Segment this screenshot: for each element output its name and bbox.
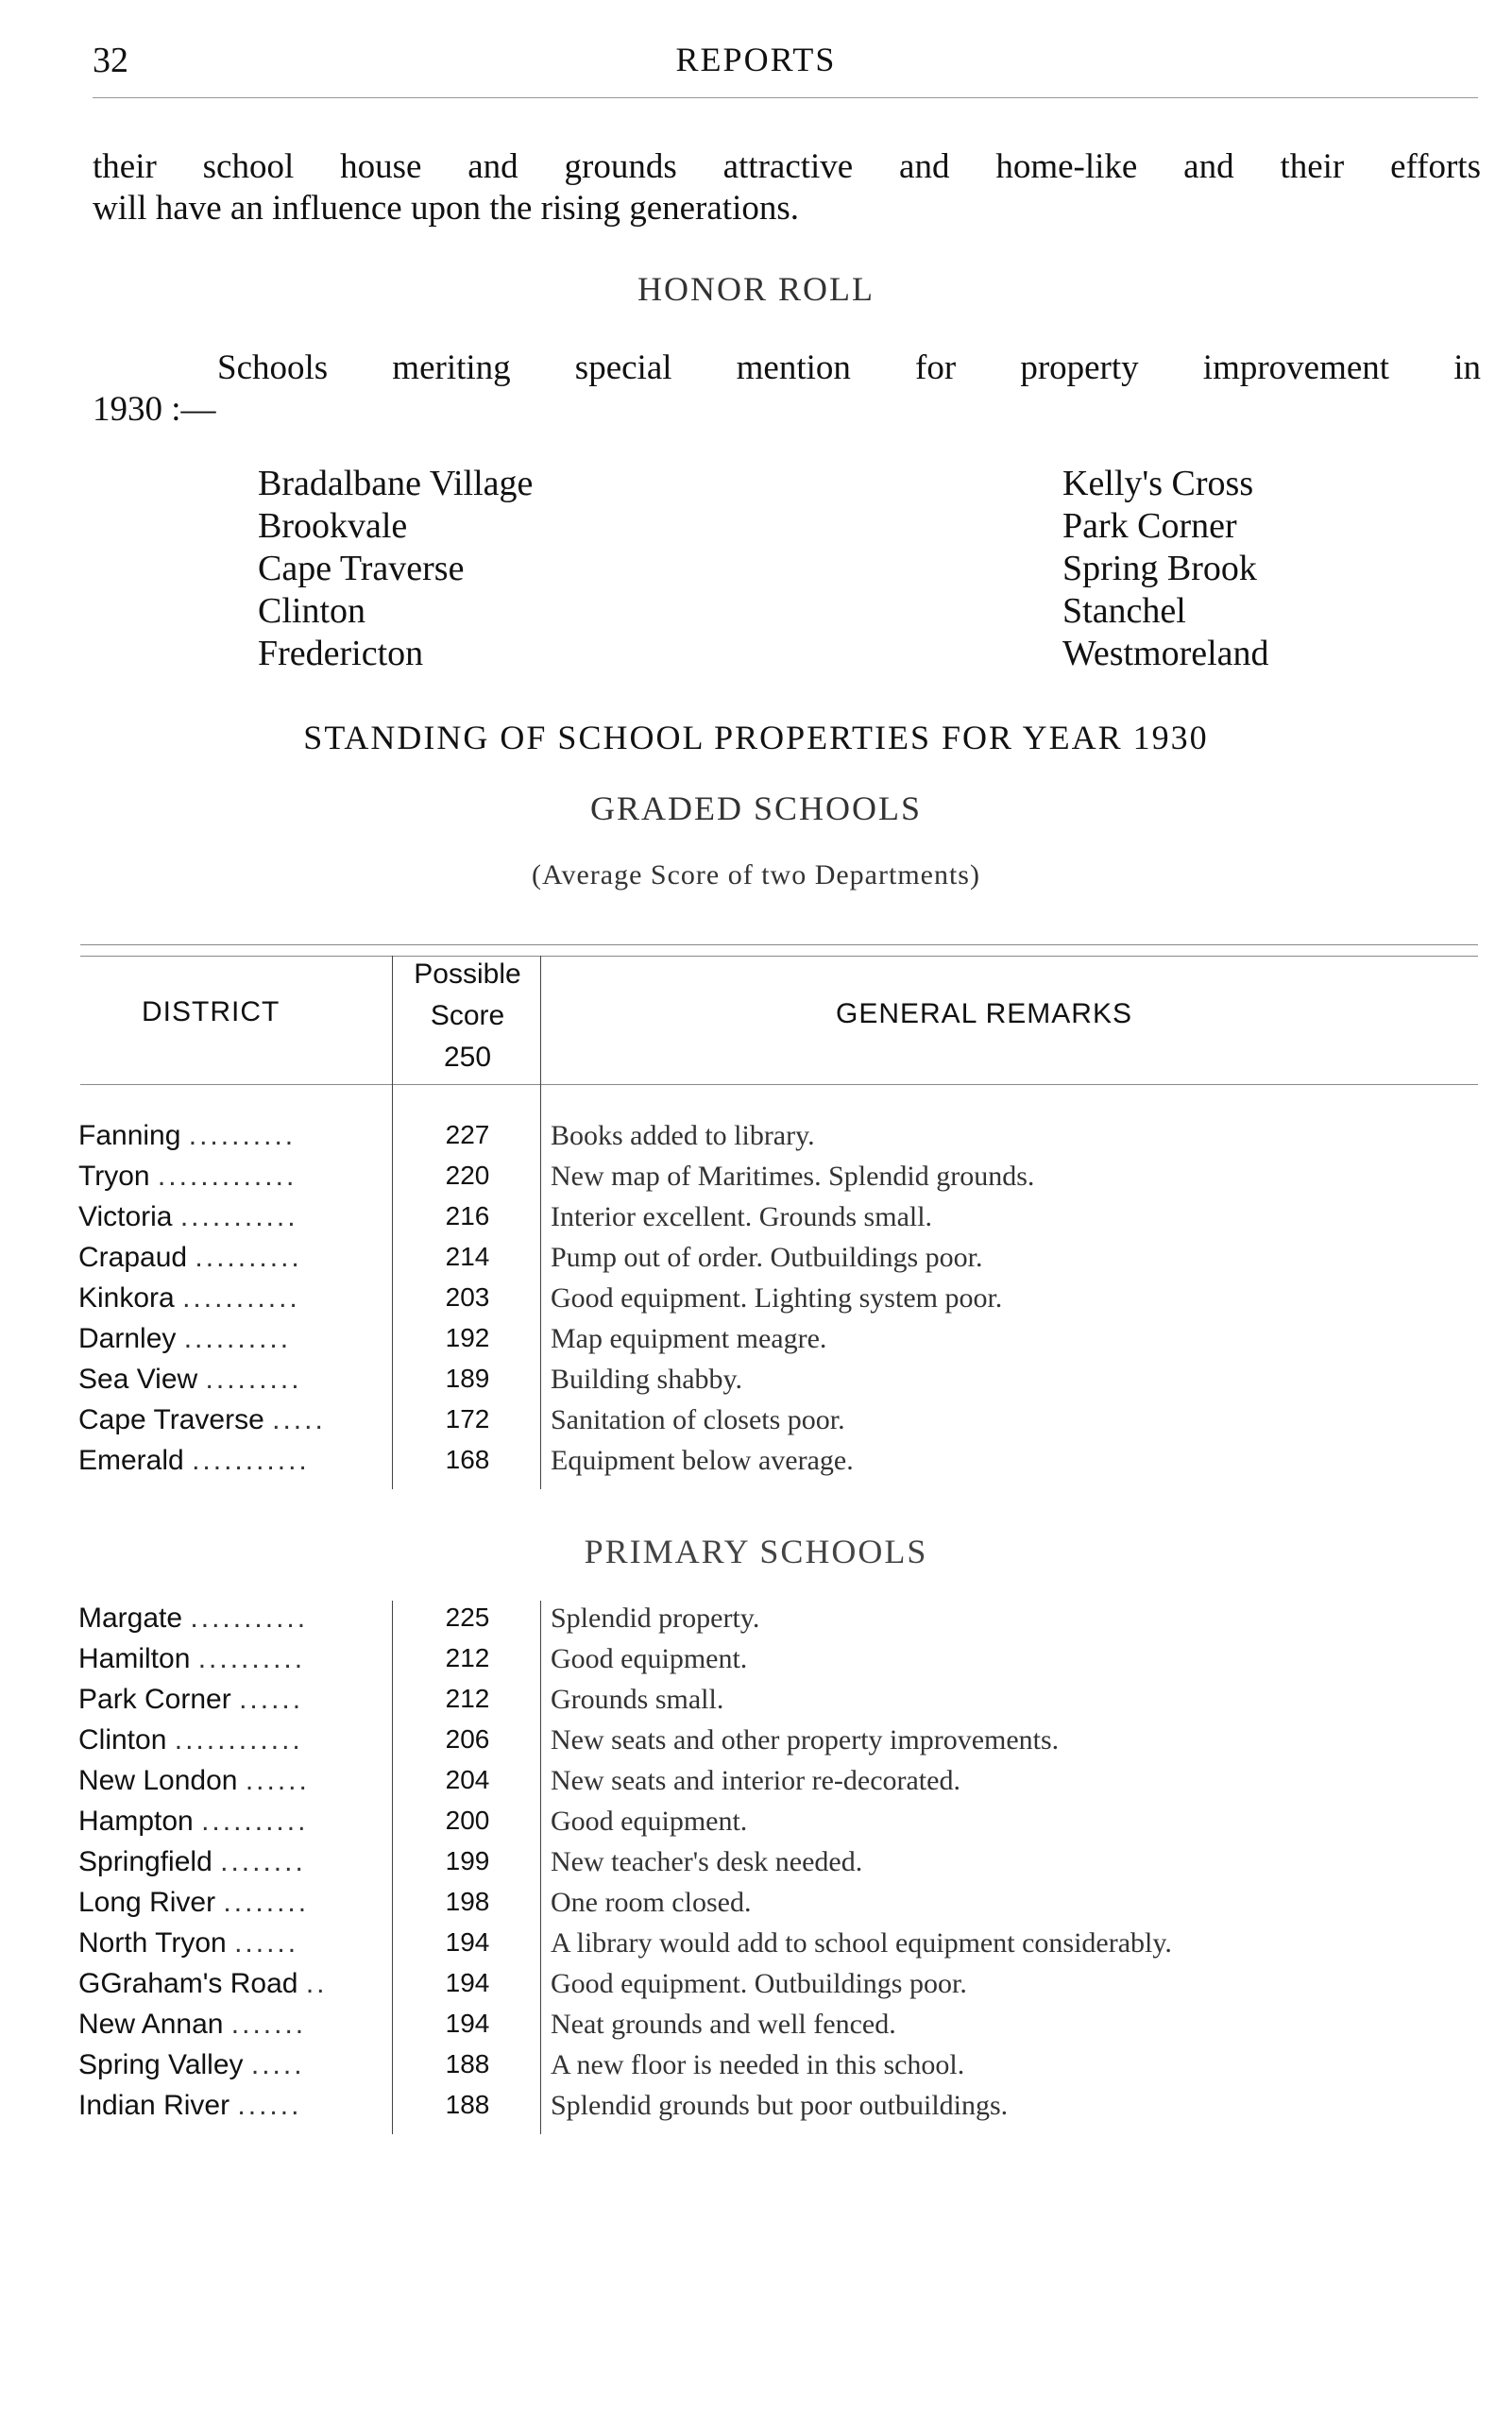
district-cell: [78, 1161, 385, 1193]
dot-leader: ...........: [190, 1603, 309, 1634]
district-cell: [78, 1968, 385, 2000]
remark-cell: New map of Maritimes. Splendid grounds.: [551, 1161, 1035, 1192]
honor-school: Park Corner: [1062, 506, 1237, 546]
score-cell: 225: [445, 1603, 490, 1632]
honor-school: Bradalbane Village: [258, 464, 534, 503]
remark-cell: Map equipment meagre.: [551, 1323, 827, 1354]
honor-school: Kelly's Cross: [1062, 464, 1254, 503]
dot-leader: ..........: [195, 1242, 302, 1273]
honor-school: Cape Traverse: [258, 549, 465, 588]
score-cell: 188: [445, 2090, 490, 2119]
table-row: [0, 1282, 1512, 1323]
score-cell: 220: [445, 1161, 490, 1190]
remark-cell: Interior excellent. Grounds small.: [551, 1201, 933, 1232]
page-number: 32: [93, 41, 128, 80]
dot-leader: ......: [245, 1765, 310, 1796]
district-cell: [78, 1404, 385, 1436]
district-cell: [78, 1765, 385, 1797]
honor-roll-right-column: [1062, 463, 1269, 675]
district-name: Springfield: [78, 1846, 212, 1877]
column-header-district: DISTRICT: [142, 996, 280, 1027]
district-name: Long River: [78, 1887, 216, 1918]
honor-roll-intro-line: 1930 :—: [93, 390, 216, 429]
table-row: [0, 1927, 1512, 1968]
district-name: GGraham's Road: [78, 1968, 298, 1999]
table-row: [0, 1603, 1512, 1643]
score-cell: 204: [445, 1765, 490, 1794]
district-cell: [78, 1364, 385, 1396]
remark-cell: Good equipment. Lighting system poor.: [551, 1282, 1003, 1314]
score-cell: 212: [445, 1643, 490, 1672]
dot-leader: ..........: [183, 1323, 292, 1354]
district-name: Park Corner: [78, 1684, 231, 1715]
district-name: North Tryon: [78, 1927, 227, 1959]
district-cell: [78, 1445, 385, 1477]
remark-cell: Building shabby.: [551, 1364, 743, 1395]
table-row: [0, 1724, 1512, 1765]
score-cell: 189: [445, 1364, 490, 1393]
district-cell: [78, 1684, 385, 1716]
district-name: Kinkora: [78, 1282, 175, 1314]
dot-leader: ........: [220, 1846, 306, 1877]
district-name: Sea View: [78, 1364, 198, 1395]
remark-cell: Pump out of order. Outbuildings poor.: [551, 1242, 983, 1273]
district-cell: [78, 1323, 385, 1355]
table-row: [0, 1806, 1512, 1846]
remark-cell: Sanitation of closets poor.: [551, 1404, 845, 1435]
graded-schools-subtitle: (Average Score of two Departments): [532, 859, 980, 891]
district-cell: [78, 1201, 385, 1233]
table-top-rule: [80, 944, 1478, 945]
score-cell: 200: [445, 1806, 490, 1835]
table-row: [0, 1364, 1512, 1404]
table-row: [0, 1765, 1512, 1806]
remark-cell: New teacher's desk needed.: [551, 1846, 863, 1877]
score-cell: 227: [445, 1120, 490, 1149]
district-name: Crapaud: [78, 1242, 188, 1273]
table-row: [0, 1887, 1512, 1927]
table-row: [0, 1201, 1512, 1242]
remark-cell: One room closed.: [551, 1887, 752, 1918]
column-header-remarks: GENERAL REMARKS: [836, 998, 1132, 1029]
score-cell: 199: [445, 1846, 490, 1875]
table-row: [0, 1846, 1512, 1887]
district-name: New Annan: [78, 2009, 224, 2040]
graded-schools-title: GRADED SCHOOLS: [589, 789, 923, 827]
district-cell: [78, 1724, 385, 1756]
remark-cell: A library would add to school equipment considerably.: [551, 1927, 1172, 1959]
district-cell: [78, 1120, 385, 1152]
header-rule: [93, 97, 1478, 98]
column-header-score: [397, 954, 538, 1078]
dot-leader: .....: [250, 2049, 305, 2080]
dot-leader: ..........: [197, 1643, 306, 1674]
honor-school: Brookvale: [258, 506, 408, 546]
remark-cell: Neat grounds and well fenced.: [551, 2009, 896, 2040]
district-cell: [78, 1806, 385, 1838]
score-cell: 194: [445, 1968, 490, 1997]
district-name: Indian River: [78, 2090, 230, 2121]
district-cell: [78, 1887, 385, 1919]
table-row: [0, 1404, 1512, 1445]
column-header-score-line: Possible: [414, 959, 521, 990]
dot-leader: ......: [234, 1927, 299, 1959]
remark-cell: Splendid grounds but poor outbuildings.: [551, 2090, 1009, 2121]
district-name: Hampton: [78, 1806, 194, 1837]
score-cell: 194: [445, 1927, 490, 1957]
remark-cell: Books added to library.: [551, 1120, 815, 1151]
remark-cell: Equipment below average.: [551, 1445, 854, 1476]
district-cell: [78, 1282, 385, 1315]
dot-leader: ......: [237, 2090, 302, 2121]
intro-line: their school house and grounds attractive and home-like and their efforts: [93, 147, 1481, 186]
honor-school: Spring Brook: [1062, 549, 1257, 588]
district-name: Fanning: [78, 1120, 181, 1151]
dot-leader: ........: [223, 1887, 310, 1918]
dot-leader: ...........: [179, 1201, 298, 1232]
dot-leader: ...........: [192, 1445, 310, 1476]
primary-schools-title: PRIMARY SCHOOLS: [584, 1533, 928, 1570]
district-name: Tryon: [78, 1161, 150, 1192]
honor-roll-left-column: [258, 463, 533, 675]
score-cell: 172: [445, 1404, 490, 1434]
remark-cell: A new floor is needed in this school.: [551, 2049, 965, 2080]
intro-paragraph: [93, 146, 1481, 229]
district-name: Clinton: [78, 1724, 167, 1756]
graded-schools-table: [0, 1120, 1512, 1485]
score-cell: 212: [445, 1684, 490, 1713]
remark-cell: Good equipment.: [551, 1806, 748, 1837]
district-cell: [78, 2009, 385, 2041]
table-row: [0, 2009, 1512, 2049]
honor-roll-title: HONOR ROLL: [637, 270, 875, 308]
table-row: [0, 1445, 1512, 1485]
running-head: REPORTS: [675, 41, 837, 78]
dot-leader: .......: [230, 2009, 307, 2040]
dot-leader: ..: [305, 1968, 328, 1999]
remark-cell: New seats and other property improvements.: [551, 1724, 1060, 1756]
table-row: [0, 1643, 1512, 1684]
dot-leader: ...........: [182, 1282, 300, 1314]
score-cell: 198: [445, 1887, 490, 1916]
table-row: [0, 1120, 1512, 1161]
dot-leader: .............: [157, 1161, 297, 1192]
honor-school: Westmoreland: [1062, 634, 1269, 673]
table-row: [0, 1684, 1512, 1724]
remark-cell: Good equipment.: [551, 1643, 748, 1674]
district-name: Darnley: [78, 1323, 177, 1354]
remark-cell: New seats and interior re-decorated.: [551, 1765, 960, 1796]
remark-cell: Splendid property.: [551, 1603, 760, 1634]
remark-cell: Good equipment. Outbuildings poor.: [551, 1968, 967, 1999]
primary-schools-table: [0, 1603, 1512, 2130]
dot-leader: ............: [174, 1724, 303, 1756]
table-header-rule: [80, 1084, 1478, 1085]
district-name: Victoria: [78, 1201, 173, 1232]
district-cell: [78, 1846, 385, 1878]
district-name: Cape Traverse: [78, 1404, 264, 1435]
honor-roll-intro: [93, 348, 1481, 431]
table-row: [0, 1242, 1512, 1282]
score-cell: 203: [445, 1282, 490, 1312]
district-name: Margate: [78, 1603, 183, 1634]
score-cell: 192: [445, 1323, 490, 1352]
district-cell: [78, 2049, 385, 2081]
dot-leader: ..........: [188, 1120, 297, 1151]
table-top-rule: [80, 956, 1478, 957]
table-row: [0, 1968, 1512, 2009]
district-name: Hamilton: [78, 1643, 191, 1674]
remark-cell: Grounds small.: [551, 1684, 724, 1715]
honor-roll-intro-line: Schools meriting special mention for property improvement in: [217, 348, 1481, 387]
district-name: New London: [78, 1765, 238, 1796]
district-cell: [78, 1927, 385, 1959]
score-cell: 188: [445, 2049, 490, 2078]
district-name: Emerald: [78, 1445, 184, 1476]
honor-school: Stanchel: [1062, 591, 1186, 631]
score-cell: 214: [445, 1242, 490, 1271]
district-name: Spring Valley: [78, 2049, 244, 2080]
district-cell: [78, 1603, 385, 1635]
dot-leader: ......: [239, 1684, 304, 1715]
dot-leader: ..........: [201, 1806, 309, 1837]
dot-leader: .........: [205, 1364, 302, 1395]
column-header-score-line: 250: [443, 1042, 492, 1073]
dot-leader: .....: [272, 1404, 326, 1435]
intro-line: will have an influence upon the rising generations.: [93, 189, 800, 228]
score-cell: 168: [445, 1445, 490, 1474]
honor-school: Fredericton: [258, 634, 424, 673]
score-cell: 206: [445, 1724, 490, 1754]
score-cell: 194: [445, 2009, 490, 2038]
score-cell: 216: [445, 1201, 490, 1230]
honor-school: Clinton: [258, 591, 366, 631]
column-header-score-line: Score: [430, 1000, 505, 1031]
table-row: [0, 1323, 1512, 1364]
district-cell: [78, 1643, 385, 1675]
table-row: [0, 2090, 1512, 2130]
district-cell: [78, 1242, 385, 1274]
standing-title: STANDING OF SCHOOL PROPERTIES FOR YEAR 1930: [303, 719, 1209, 756]
table-row: [0, 2049, 1512, 2090]
district-cell: [78, 2090, 385, 2122]
table-row: [0, 1161, 1512, 1201]
